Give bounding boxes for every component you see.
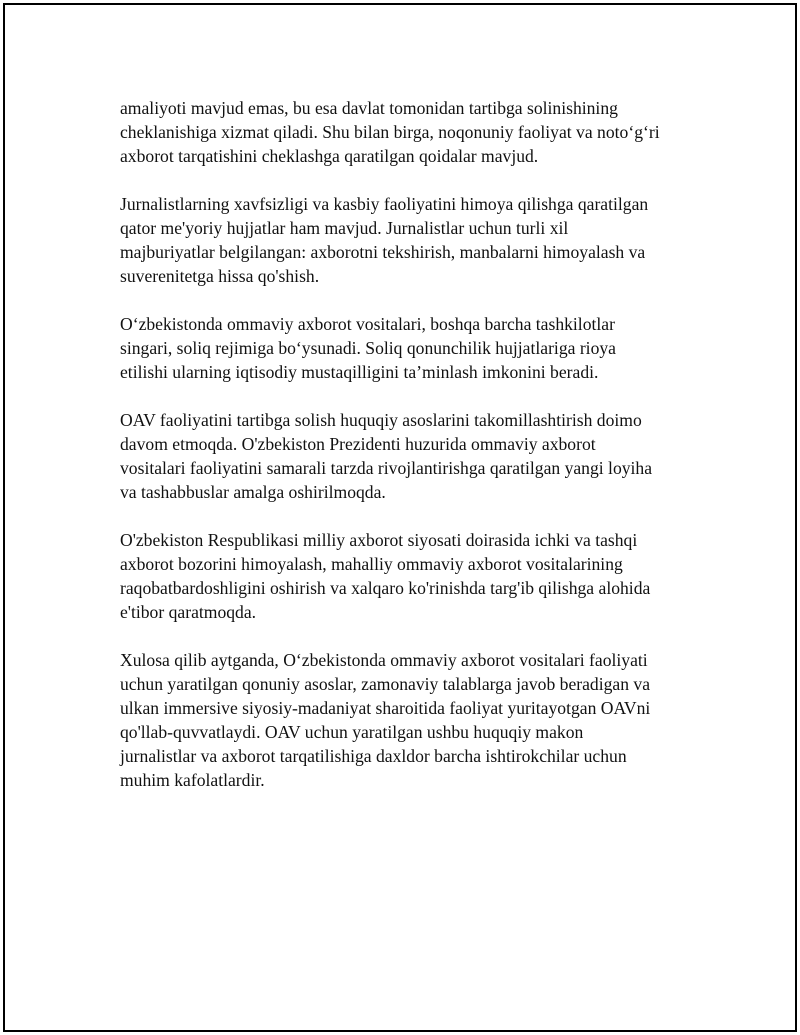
document-body: [120, 96, 695, 816]
paragraph: OAV faoliyatini tartibga solish huquqiy asoslarini takomillashtirish doimo davom etmoqda. O'zbekiston Prezidenti huzurida ommaviy axborot vositalari faoliyatini samarali tarzda rivojlantirishga qaratilgan yangi loyiha va tashabbuslar amalga oshirilmoqda.: [120, 410, 653, 502]
paragraph: O‘zbekistonda ommaviy axborot vositalari, boshqa barcha tashkilotlar singari, soliq rejimiga bo‘ysunadi. Soliq qonunchilik hujjatlariga rioya etilishi ularning iqtisodiy mustaqilligini ta’minlash imkonini beradi.: [120, 314, 616, 382]
paragraph: O'zbekiston Respublikasi milliy axborot siyosati doirasida ichki va tashqi axborot bozorini himoyalash, mahalliy ommaviy axborot vositalarining raqobatbardoshligini oshirish va xalqaro ko'rinishda targ'ib qilishga alohida e'tibor qaratmoqda.: [120, 530, 651, 622]
paragraph: Xulosa qilib aytganda, O‘zbekistonda ommaviy axborot vositalari faoliyati uchun yaratilgan qonuniy asoslar, zamonaviy talablarga javob beradigan va ulkan immersive siyosiy-madaniyat sharoitida faoliyat yuritayotgan OAVni qo'llab-quvvatlaydi. OAV uchun yaratilgan ushbu huquqiy makon jurnalistlar va axborot tarqatilishiga daxldor barcha ishtirokchilar uchun muhim kafolatlardir.: [120, 650, 651, 790]
paragraph: amaliyoti mavjud emas, bu esa davlat tomonidan tartibga solinishining cheklanishiga xizmat qiladi. Shu bilan birga, noqonuniy faoliyat va noto‘g‘ri axborot tarqatishini cheklashga qaratilgan qoidalar mavjud.: [120, 98, 660, 166]
document-page: [3, 3, 797, 1032]
paragraph: Jurnalistlarning xavfsizligi va kasbiy faoliyatini himoya qilishga qaratilgan qator me'yoriy hujjatlar ham mavjud. Jurnalistlar uchun turli xil majburiyatlar belgilangan: axborotni tekshirish, manbalarni himoyalash va suverenitetga hissa qo'shish.: [120, 194, 649, 286]
